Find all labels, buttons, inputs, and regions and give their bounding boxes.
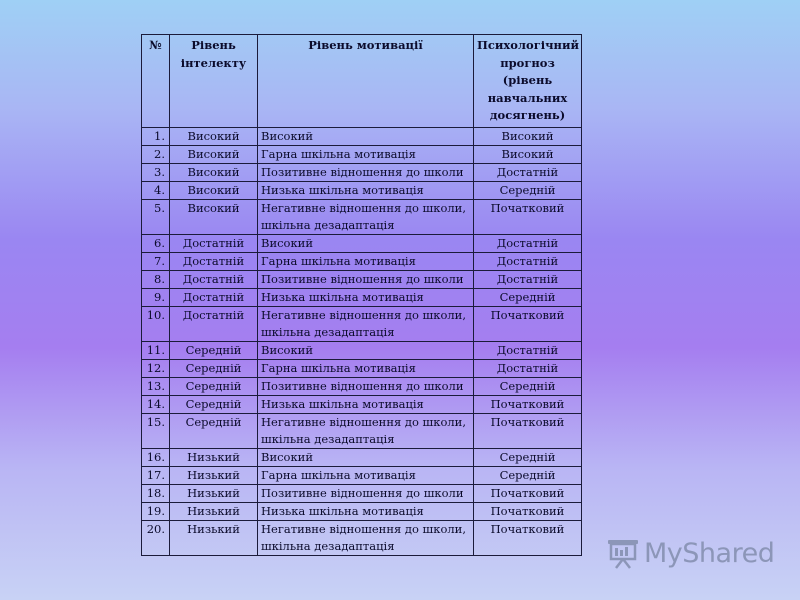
row-motivation-level: Високий — [258, 448, 474, 466]
row-prognosis: Достатній — [474, 359, 582, 377]
row-motivation-level: Негативне відношення до школи, шкільна дезадаптація — [258, 413, 474, 448]
row-number: 14. — [142, 395, 170, 413]
row-number: 10. — [142, 306, 170, 341]
row-prognosis: Початковий — [474, 199, 582, 234]
row-intellect-level: Високий — [170, 199, 258, 234]
table-row — [142, 502, 582, 520]
row-motivation-level: Низька шкільна мотивація — [258, 502, 474, 520]
row-number: 2. — [142, 145, 170, 163]
row-motivation-level: Позитивне відношення до школи — [258, 163, 474, 181]
row-prognosis: Достатній — [474, 234, 582, 252]
data-table-container — [141, 34, 581, 556]
table-row — [142, 306, 582, 341]
row-prognosis: Середній — [474, 377, 582, 395]
table-row — [142, 359, 582, 377]
table-row — [142, 252, 582, 270]
row-motivation-level: Низька шкільна мотивація — [258, 395, 474, 413]
row-motivation-level: Негативне відношення до школи, шкільна дезадаптація — [258, 520, 474, 555]
row-prognosis: Високий — [474, 145, 582, 163]
row-number: 16. — [142, 448, 170, 466]
myshared-logo — [606, 536, 774, 570]
row-intellect-level: Середній — [170, 377, 258, 395]
table-row — [142, 448, 582, 466]
table-row — [142, 181, 582, 199]
row-prognosis: Початковий — [474, 395, 582, 413]
row-intellect-level: Низький — [170, 466, 258, 484]
table-row — [142, 270, 582, 288]
header-motivation-level: Рівень мотивації — [258, 35, 474, 128]
row-number: 3. — [142, 163, 170, 181]
table-row — [142, 395, 582, 413]
row-number: 19. — [142, 502, 170, 520]
row-intellect-level: Достатній — [170, 270, 258, 288]
table-row — [142, 484, 582, 502]
row-number: 9. — [142, 288, 170, 306]
table-row — [142, 413, 582, 448]
table-row — [142, 466, 582, 484]
row-intellect-level: Низький — [170, 520, 258, 555]
row-intellect-level: Високий — [170, 127, 258, 145]
row-number: 8. — [142, 270, 170, 288]
table-row — [142, 199, 582, 234]
row-intellect-level: Середній — [170, 413, 258, 448]
row-prognosis: Початковий — [474, 413, 582, 448]
row-motivation-level: Високий — [258, 234, 474, 252]
row-number: 15. — [142, 413, 170, 448]
row-prognosis: Початковий — [474, 502, 582, 520]
row-intellect-level: Достатній — [170, 234, 258, 252]
row-intellect-level: Високий — [170, 181, 258, 199]
row-number: 4. — [142, 181, 170, 199]
prognosis-table — [141, 34, 582, 556]
row-motivation-level: Негативне відношення до школи, шкільна дезадаптація — [258, 306, 474, 341]
row-motivation-level: Позитивне відношення до школи — [258, 377, 474, 395]
row-prognosis: Середній — [474, 181, 582, 199]
header-number: № — [142, 35, 170, 128]
row-motivation-level: Низька шкільна мотивація — [258, 288, 474, 306]
row-number: 13. — [142, 377, 170, 395]
row-intellect-level: Достатній — [170, 288, 258, 306]
row-motivation-level: Гарна шкільна мотивація — [258, 145, 474, 163]
table-row — [142, 163, 582, 181]
row-number: 6. — [142, 234, 170, 252]
row-number: 12. — [142, 359, 170, 377]
header-intellect-level: Рівень інтелекту — [170, 35, 258, 128]
row-number: 20. — [142, 520, 170, 555]
row-prognosis: Середній — [474, 466, 582, 484]
row-prognosis: Високий — [474, 127, 582, 145]
row-prognosis: Достатній — [474, 341, 582, 359]
table-row — [142, 288, 582, 306]
row-prognosis: Середній — [474, 288, 582, 306]
row-intellect-level: Середній — [170, 395, 258, 413]
row-prognosis: Початковий — [474, 306, 582, 341]
row-intellect-level: Високий — [170, 145, 258, 163]
table-row — [142, 145, 582, 163]
row-number: 7. — [142, 252, 170, 270]
row-motivation-level: Високий — [258, 127, 474, 145]
row-number: 11. — [142, 341, 170, 359]
presentation-board-icon — [606, 537, 640, 569]
table-row — [142, 377, 582, 395]
watermark-text: MyShared — [644, 537, 775, 569]
row-motivation-level: Позитивне відношення до школи — [258, 270, 474, 288]
row-intellect-level: Достатній — [170, 306, 258, 341]
table-body — [142, 127, 582, 555]
row-intellect-level: Низький — [170, 484, 258, 502]
header-psychological-prognosis: Психологічний прогноз (рівень навчальних досягнень) — [474, 35, 582, 128]
table-row — [142, 127, 582, 145]
row-number: 5. — [142, 199, 170, 234]
table-row — [142, 341, 582, 359]
row-number: 1. — [142, 127, 170, 145]
row-intellect-level: Високий — [170, 163, 258, 181]
row-intellect-level: Достатній — [170, 252, 258, 270]
row-prognosis: Середній — [474, 448, 582, 466]
row-motivation-level: Високий — [258, 341, 474, 359]
row-prognosis: Початковий — [474, 520, 582, 555]
row-intellect-level: Середній — [170, 341, 258, 359]
table-row — [142, 234, 582, 252]
row-prognosis: Достатній — [474, 270, 582, 288]
row-motivation-level: Гарна шкільна мотивація — [258, 359, 474, 377]
row-intellect-level: Середній — [170, 359, 258, 377]
table-row — [142, 520, 582, 555]
row-motivation-level: Гарна шкільна мотивація — [258, 466, 474, 484]
row-motivation-level: Позитивне відношення до школи — [258, 484, 474, 502]
row-prognosis: Достатній — [474, 163, 582, 181]
row-motivation-level: Низька шкільна мотивація — [258, 181, 474, 199]
row-motivation-level: Негативне відношення до школи, шкільна дезадаптація — [258, 199, 474, 234]
row-intellect-level: Низький — [170, 448, 258, 466]
row-number: 17. — [142, 466, 170, 484]
row-prognosis: Достатній — [474, 252, 582, 270]
row-intellect-level: Низький — [170, 502, 258, 520]
row-motivation-level: Гарна шкільна мотивація — [258, 252, 474, 270]
row-number: 18. — [142, 484, 170, 502]
row-prognosis: Початковий — [474, 484, 582, 502]
table-header-row — [142, 35, 582, 128]
